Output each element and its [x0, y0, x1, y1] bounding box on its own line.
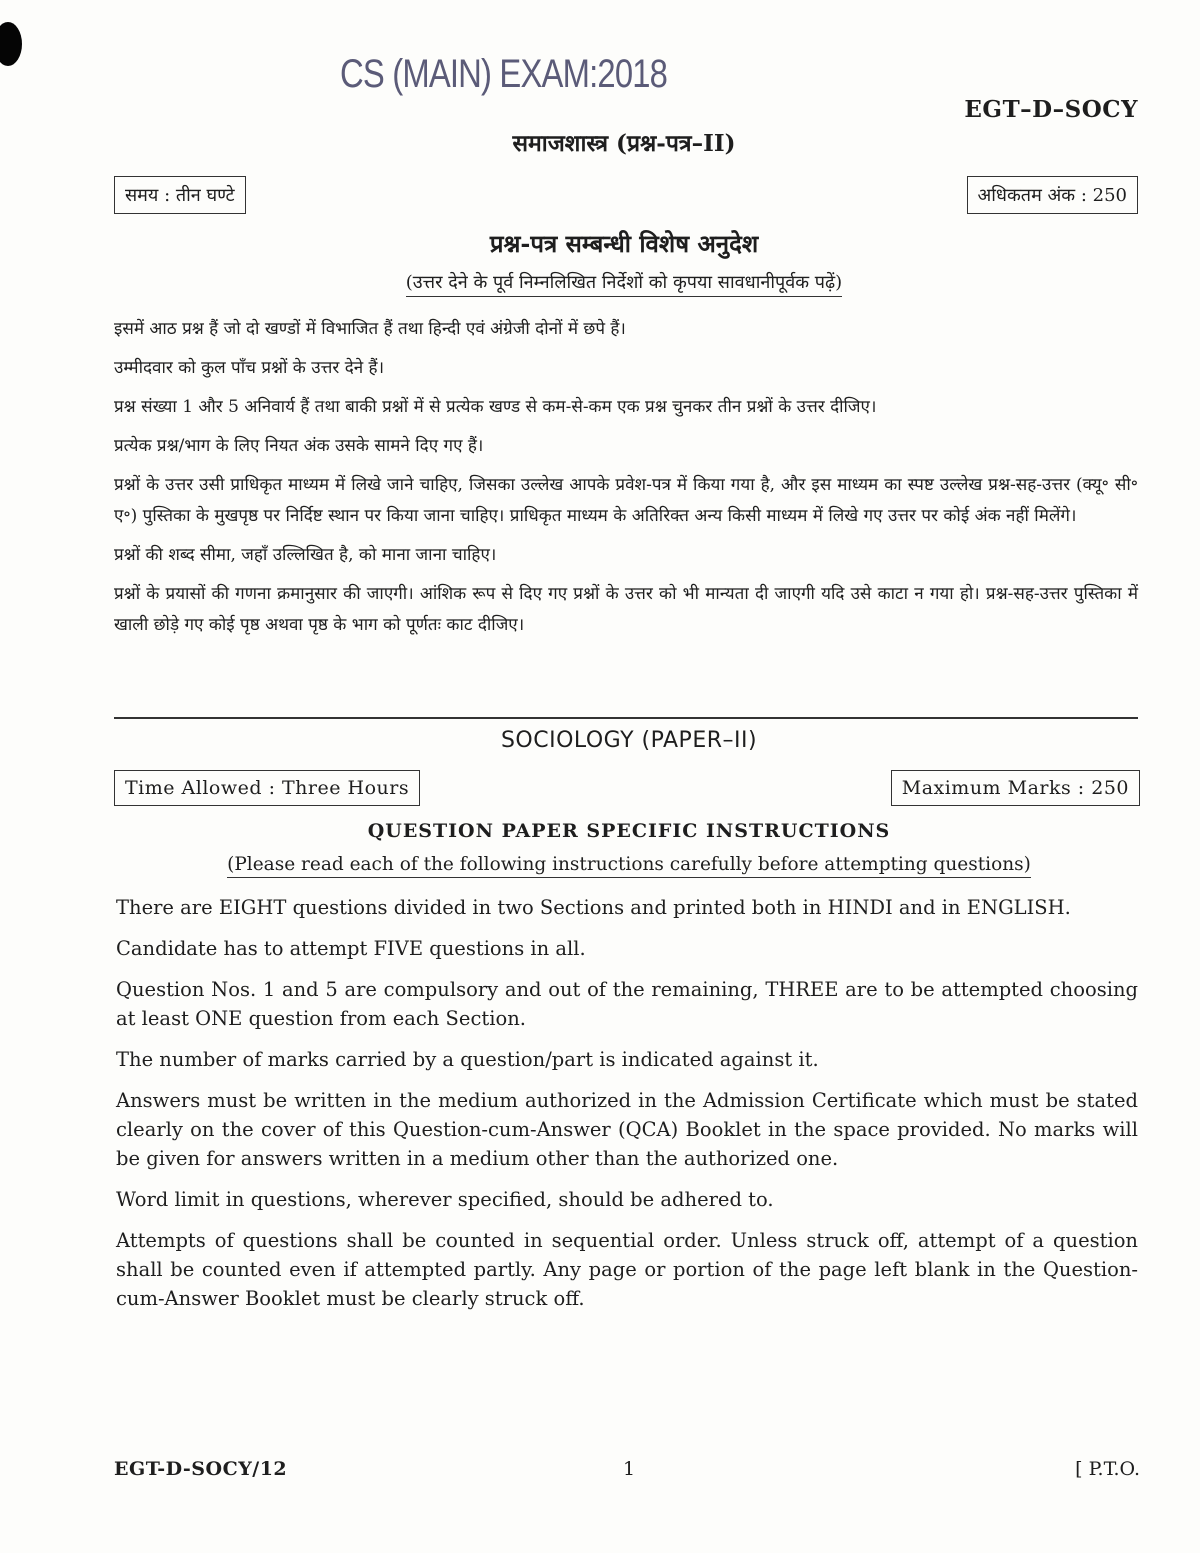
english-instructions-list — [116, 893, 1138, 1325]
english-instruction: Answers must be written in the medium authorized in the Admission Certificate which must be stated clearly on the cover of this Question-cum-Answer (QCA) Booklet in the space provided. No marks will be given for answers written in a medium other than the authorized one. — [116, 1089, 1138, 1170]
hindi-instruction: प्रश्नों की शब्द सीमा, जहाँ उल्लिखित है, को माना जाना चाहिए। — [114, 545, 497, 565]
footer-pto: [ P.T.O. — [1075, 1458, 1140, 1480]
hindi-instructions-subheading: (उत्तर देने के पूर्व निम्नलिखित निर्देशों को कृपया सावधानीपूर्वक पढ़ें) — [0, 270, 1200, 294]
hindi-max-marks: अधिकतम अंक : 250 — [967, 176, 1139, 214]
handwritten-exam-note: CS (MAIN) EXAM:2018 — [340, 52, 668, 96]
hindi-instructions-list — [114, 314, 1138, 649]
english-max-marks: Maximum Marks : 250 — [891, 770, 1140, 806]
hindi-instructions-heading: प्रश्न-पत्र सम्बन्धी विशेष अनुदेश — [489, 229, 759, 258]
english-time-allowed: Time Allowed : Three Hours — [114, 770, 420, 806]
punch-hole-mark — [0, 22, 22, 66]
english-subject-title: SOCIOLOGY (PAPER–II) — [500, 728, 758, 753]
english-instructions-heading: QUESTION PAPER SPECIFIC INSTRUCTIONS — [367, 820, 891, 842]
english-instruction: Word limit in questions, wherever specified, should be adhered to. — [116, 1188, 774, 1211]
hindi-instruction: इसमें आठ प्रश्न हैं जो दो खण्डों में विभाजित हैं तथा हिन्दी एवं अंग्रेजी दोनों में छपे हैं। — [114, 319, 626, 339]
footer-page-number: 1 — [622, 1458, 636, 1480]
hindi-instruction: प्रत्येक प्रश्न/भाग के लिए नियत अंक उसके सामने दिए गए हैं। — [114, 436, 484, 456]
section-divider — [114, 717, 1138, 719]
hindi-instruction: प्रश्न संख्या 1 और 5 अनिवार्य हैं तथा बाकी प्रश्नों में से प्रत्येक खण्ड से कम-से-कम एक प्रश्न चुनकर तीन प्रश्नों के उत्तर दीजिए। — [114, 397, 877, 417]
english-instruction: Question Nos. 1 and 5 are compulsory and out of the remaining, THREE are to be attempted choosing at least ONE question from each Section. — [116, 978, 1138, 1030]
hindi-instruction: प्रश्नों के उत्तर उसी प्राधिकृत माध्यम में लिखे जाने चाहिए, जिसका उल्लेख आपके प्रवेश-पत्र में किया गया है, और इस माध्यम का स्पष्ट उल्लेख प्रश्न-सह-उत्तर (क्यू॰ सी॰ ए॰) पुस्तिका के मुखपृष्ठ पर निर्दिष्ट स्थान पर किया जाना चाहिए। प्राधिकृत माध्यम के अतिरिक्त अन्य किसी माध्यम में लिखे गए उत्तर पर कोई अंक नहीं मिलेंगे। — [114, 475, 1138, 526]
paper-code: EGT–D–SOCY — [964, 96, 1138, 123]
english-instruction: Candidate has to attempt FIVE questions in all. — [116, 937, 586, 960]
english-instruction: There are EIGHT questions divided in two Sections and printed both in HINDI and in ENGLISH. — [116, 896, 1071, 919]
hindi-subject-title: समाजशास्त्र (प्रश्न-पत्र–II) — [512, 130, 736, 157]
footer-paper-code: EGT-D-SOCY/12 — [114, 1458, 288, 1480]
english-instruction: Attempts of questions shall be counted in sequential order. Unless struck off, attempt of a question shall be counted even if attempted partly. Any page or portion of the page left blank in the Question-cum-Answer Booklet must be clearly struck off. — [116, 1229, 1138, 1310]
hindi-time-allowed: समय : तीन घण्टे — [114, 176, 246, 214]
hindi-instruction: उम्मीदवार को कुल पाँच प्रश्नों के उत्तर देने हैं। — [114, 358, 385, 378]
english-instructions-subheading: (Please read each of the following instructions carefully before attempting questions) — [0, 854, 1200, 875]
english-instruction: The number of marks carried by a question/part is indicated against it. — [116, 1048, 819, 1071]
hindi-instruction: प्रश्नों के प्रयासों की गणना क्रमानुसार की जाएगी। आंशिक रूप से दिए गए प्रश्नों के उत्तर को भी मान्यता दी जाएगी यदि उसे काटा न गया हो। प्रश्न-सह-उत्तर पुस्तिका में खाली छोड़े गए कोई पृष्ठ अथवा पृष्ठ के भाग को पूर्णतः काट दीजिए। — [114, 584, 1138, 635]
